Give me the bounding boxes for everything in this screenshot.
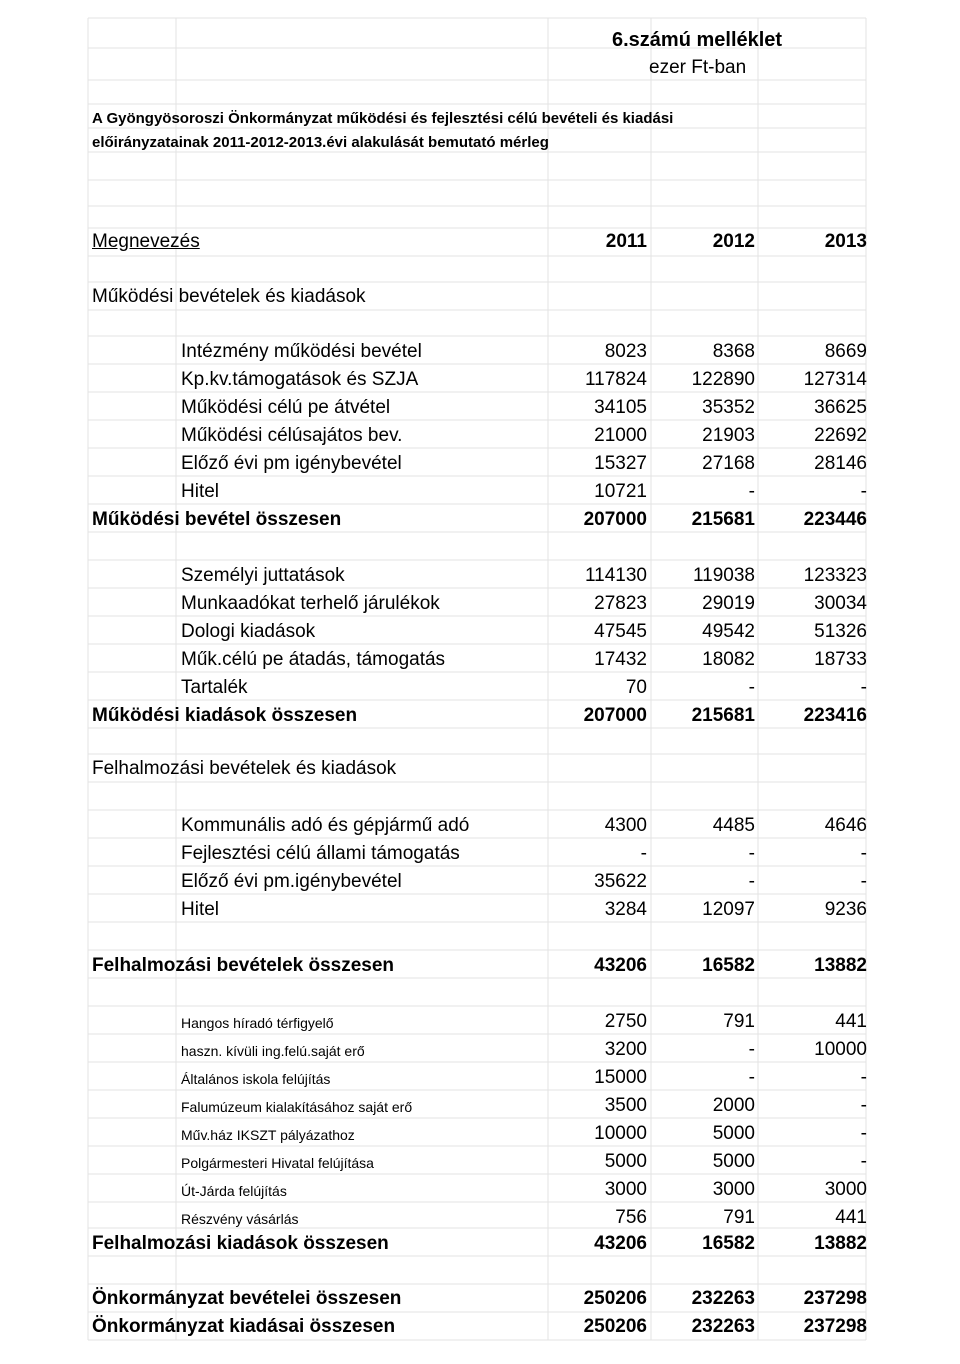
value-2011: 2750 — [604, 1011, 647, 1032]
value-2012: 791 — [723, 1207, 755, 1228]
value-2012: 18082 — [702, 649, 755, 670]
row-label: Kp.kv.támogatások és SZJA — [181, 369, 419, 390]
value-2012: 4485 — [712, 815, 755, 836]
value-2011: 3284 — [604, 899, 647, 920]
row-label: Működési célúsajátos bev. — [181, 425, 403, 446]
value-2013: 127314 — [803, 369, 867, 390]
section-capital: Felhalmozási bevételek és kiadások — [92, 758, 397, 779]
row-label: Személyi juttatások — [181, 565, 345, 586]
report-title-line1: A Gyöngyösoroszi Önkormányzat működési és fejlesztési célú bevételi és kiadási — [92, 110, 674, 127]
value-2011: 117824 — [585, 369, 647, 390]
value-2013: 8669 — [824, 341, 867, 362]
unit-label: ezer Ft-ban — [649, 57, 747, 78]
value-2011: 207000 — [583, 509, 647, 530]
value-2013: 223416 — [803, 705, 867, 726]
value-2011: 35622 — [594, 871, 647, 892]
value-2011: 3000 — [604, 1179, 647, 1200]
row-label: Önkormányzat kiadásai összesen — [92, 1316, 396, 1337]
value-2011: 70 — [625, 677, 647, 698]
value-2012: 5000 — [712, 1123, 755, 1144]
value-2013: 9236 — [824, 899, 867, 920]
row-label: Előző évi pm igénybevétel — [181, 453, 402, 474]
row-label: Fejlesztési célú állami támogatás — [181, 843, 460, 864]
value-2012: 35352 — [702, 397, 755, 418]
row-label: Út-Járda felújítás — [181, 1183, 287, 1199]
value-2013: - — [860, 843, 867, 864]
value-2011: 43206 — [594, 955, 647, 976]
value-2011: 43206 — [594, 1233, 647, 1254]
value-2011: 3500 — [604, 1095, 647, 1116]
row-label: Hangos híradó térfigyelő — [181, 1015, 334, 1031]
value-2013: 4646 — [824, 815, 867, 836]
value-2013: - — [860, 1095, 867, 1116]
value-2013: 237298 — [803, 1316, 867, 1337]
value-2012: - — [748, 843, 755, 864]
row-label: Előző évi pm.igénybevétel — [181, 871, 402, 892]
value-2012: 21903 — [702, 425, 755, 446]
value-2013: - — [860, 1067, 867, 1088]
value-2012: 49542 — [702, 621, 755, 642]
value-2012: 215681 — [691, 509, 755, 530]
value-2012: 12097 — [702, 899, 755, 920]
annex-label: 6.számú melléklet — [612, 29, 783, 51]
value-2013: - — [860, 871, 867, 892]
row-label: Munkaadókat terhelő járulékok — [181, 593, 440, 614]
value-2013: 13882 — [814, 1233, 867, 1254]
value-2011: 15327 — [594, 453, 647, 474]
value-2011: - — [640, 843, 647, 864]
value-2013: 30034 — [814, 593, 867, 614]
row-label: Műv.ház IKSZT pályázathoz — [181, 1127, 355, 1143]
value-2011: 17432 — [594, 649, 647, 670]
value-2012: 215681 — [691, 705, 755, 726]
row-label: Hitel — [181, 899, 220, 920]
value-2011: 4300 — [604, 815, 647, 836]
value-2011: 250206 — [583, 1288, 647, 1309]
value-2013: 223446 — [803, 509, 867, 530]
row-label: Általános iskola felújítás — [181, 1071, 331, 1087]
row-label: Felhalmozási bevételek összesen — [92, 955, 395, 976]
row-label: Önkormányzat bevételei összesen — [92, 1288, 402, 1309]
column-header-2011: 2011 — [605, 231, 647, 252]
column-header-2012: 2012 — [712, 231, 755, 252]
value-2011: 114130 — [585, 565, 647, 586]
value-2011: 5000 — [604, 1151, 647, 1172]
value-2013: 28146 — [814, 453, 867, 474]
row-label: Hitel — [181, 481, 220, 502]
value-2012: 232263 — [691, 1316, 755, 1337]
value-2012: - — [748, 871, 755, 892]
value-2011: 207000 — [583, 705, 647, 726]
value-2013: 36625 — [814, 397, 867, 418]
column-header-name: Megnevezés — [92, 231, 200, 252]
value-2013: 441 — [835, 1011, 867, 1032]
value-2011: 15000 — [594, 1067, 647, 1088]
value-2012: 122890 — [691, 369, 755, 390]
value-2013: 3000 — [824, 1179, 867, 1200]
row-label: Tartalék — [181, 677, 248, 698]
row-label: Működési bevétel összesen — [92, 509, 342, 530]
value-2012: 2000 — [712, 1095, 755, 1116]
row-label: haszn. kívüli ing.felú.saját erő — [181, 1043, 365, 1059]
value-2013: 18733 — [814, 649, 867, 670]
value-2011: 8023 — [604, 341, 647, 362]
value-2012: 8368 — [712, 341, 755, 362]
value-2012: 232263 — [691, 1288, 755, 1309]
value-2012: 16582 — [702, 955, 755, 976]
row-label: Részvény vásárlás — [181, 1211, 299, 1227]
value-2012: - — [748, 481, 755, 502]
row-label: Műk.célú pe átadás, támogatás — [181, 649, 446, 670]
row-label: Falumúzeum kialakításához saját erő — [181, 1099, 413, 1115]
report-title-line2: előirányzatainak 2011-2012-2013.évi alakulását bemutató mérleg — [92, 134, 549, 151]
value-2013: - — [860, 481, 867, 502]
row-label: Működési célú pe átvétel — [181, 397, 391, 418]
value-2013: 441 — [835, 1207, 867, 1228]
value-2011: 250206 — [583, 1316, 647, 1337]
column-header-2013: 2013 — [824, 231, 867, 252]
value-2013: 10000 — [814, 1039, 867, 1060]
value-2012: 119038 — [693, 565, 755, 586]
value-2013: 51326 — [814, 621, 867, 642]
value-2012: 16582 — [702, 1233, 755, 1254]
value-2013: - — [860, 677, 867, 698]
value-2012: - — [748, 677, 755, 698]
value-2012: 27168 — [702, 453, 755, 474]
value-2013: 22692 — [814, 425, 867, 446]
value-2013: 13882 — [814, 955, 867, 976]
value-2012: - — [748, 1039, 755, 1060]
value-2011: 3200 — [604, 1039, 647, 1060]
value-2011: 756 — [615, 1207, 647, 1228]
value-2011: 34105 — [594, 397, 647, 418]
row-label: Kommunális adó és gépjármű adó — [181, 815, 470, 836]
value-2012: 791 — [723, 1011, 755, 1032]
value-2012: 3000 — [712, 1179, 755, 1200]
value-2011: 27823 — [594, 593, 647, 614]
value-2012: - — [748, 1067, 755, 1088]
row-label: Polgármesteri Hivatal felújítása — [181, 1155, 374, 1171]
value-2012: 5000 — [712, 1151, 755, 1172]
value-2013: - — [860, 1151, 867, 1172]
value-2011: 10721 — [594, 481, 647, 502]
value-2013: 237298 — [803, 1288, 867, 1309]
row-label: Dologi kiadások — [181, 621, 316, 642]
row-label: Intézmény működési bevétel — [181, 341, 422, 362]
value-2011: 47545 — [594, 621, 647, 642]
value-2011: 21000 — [594, 425, 647, 446]
row-label: Működési kiadások összesen — [92, 705, 358, 726]
section-operating: Működési bevételek és kiadások — [92, 286, 366, 307]
value-2013: 123323 — [803, 565, 867, 586]
value-2012: 29019 — [702, 593, 755, 614]
value-2013: - — [860, 1123, 867, 1144]
value-2011: 10000 — [594, 1123, 647, 1144]
row-label: Felhalmozási kiadások összesen — [92, 1233, 389, 1254]
